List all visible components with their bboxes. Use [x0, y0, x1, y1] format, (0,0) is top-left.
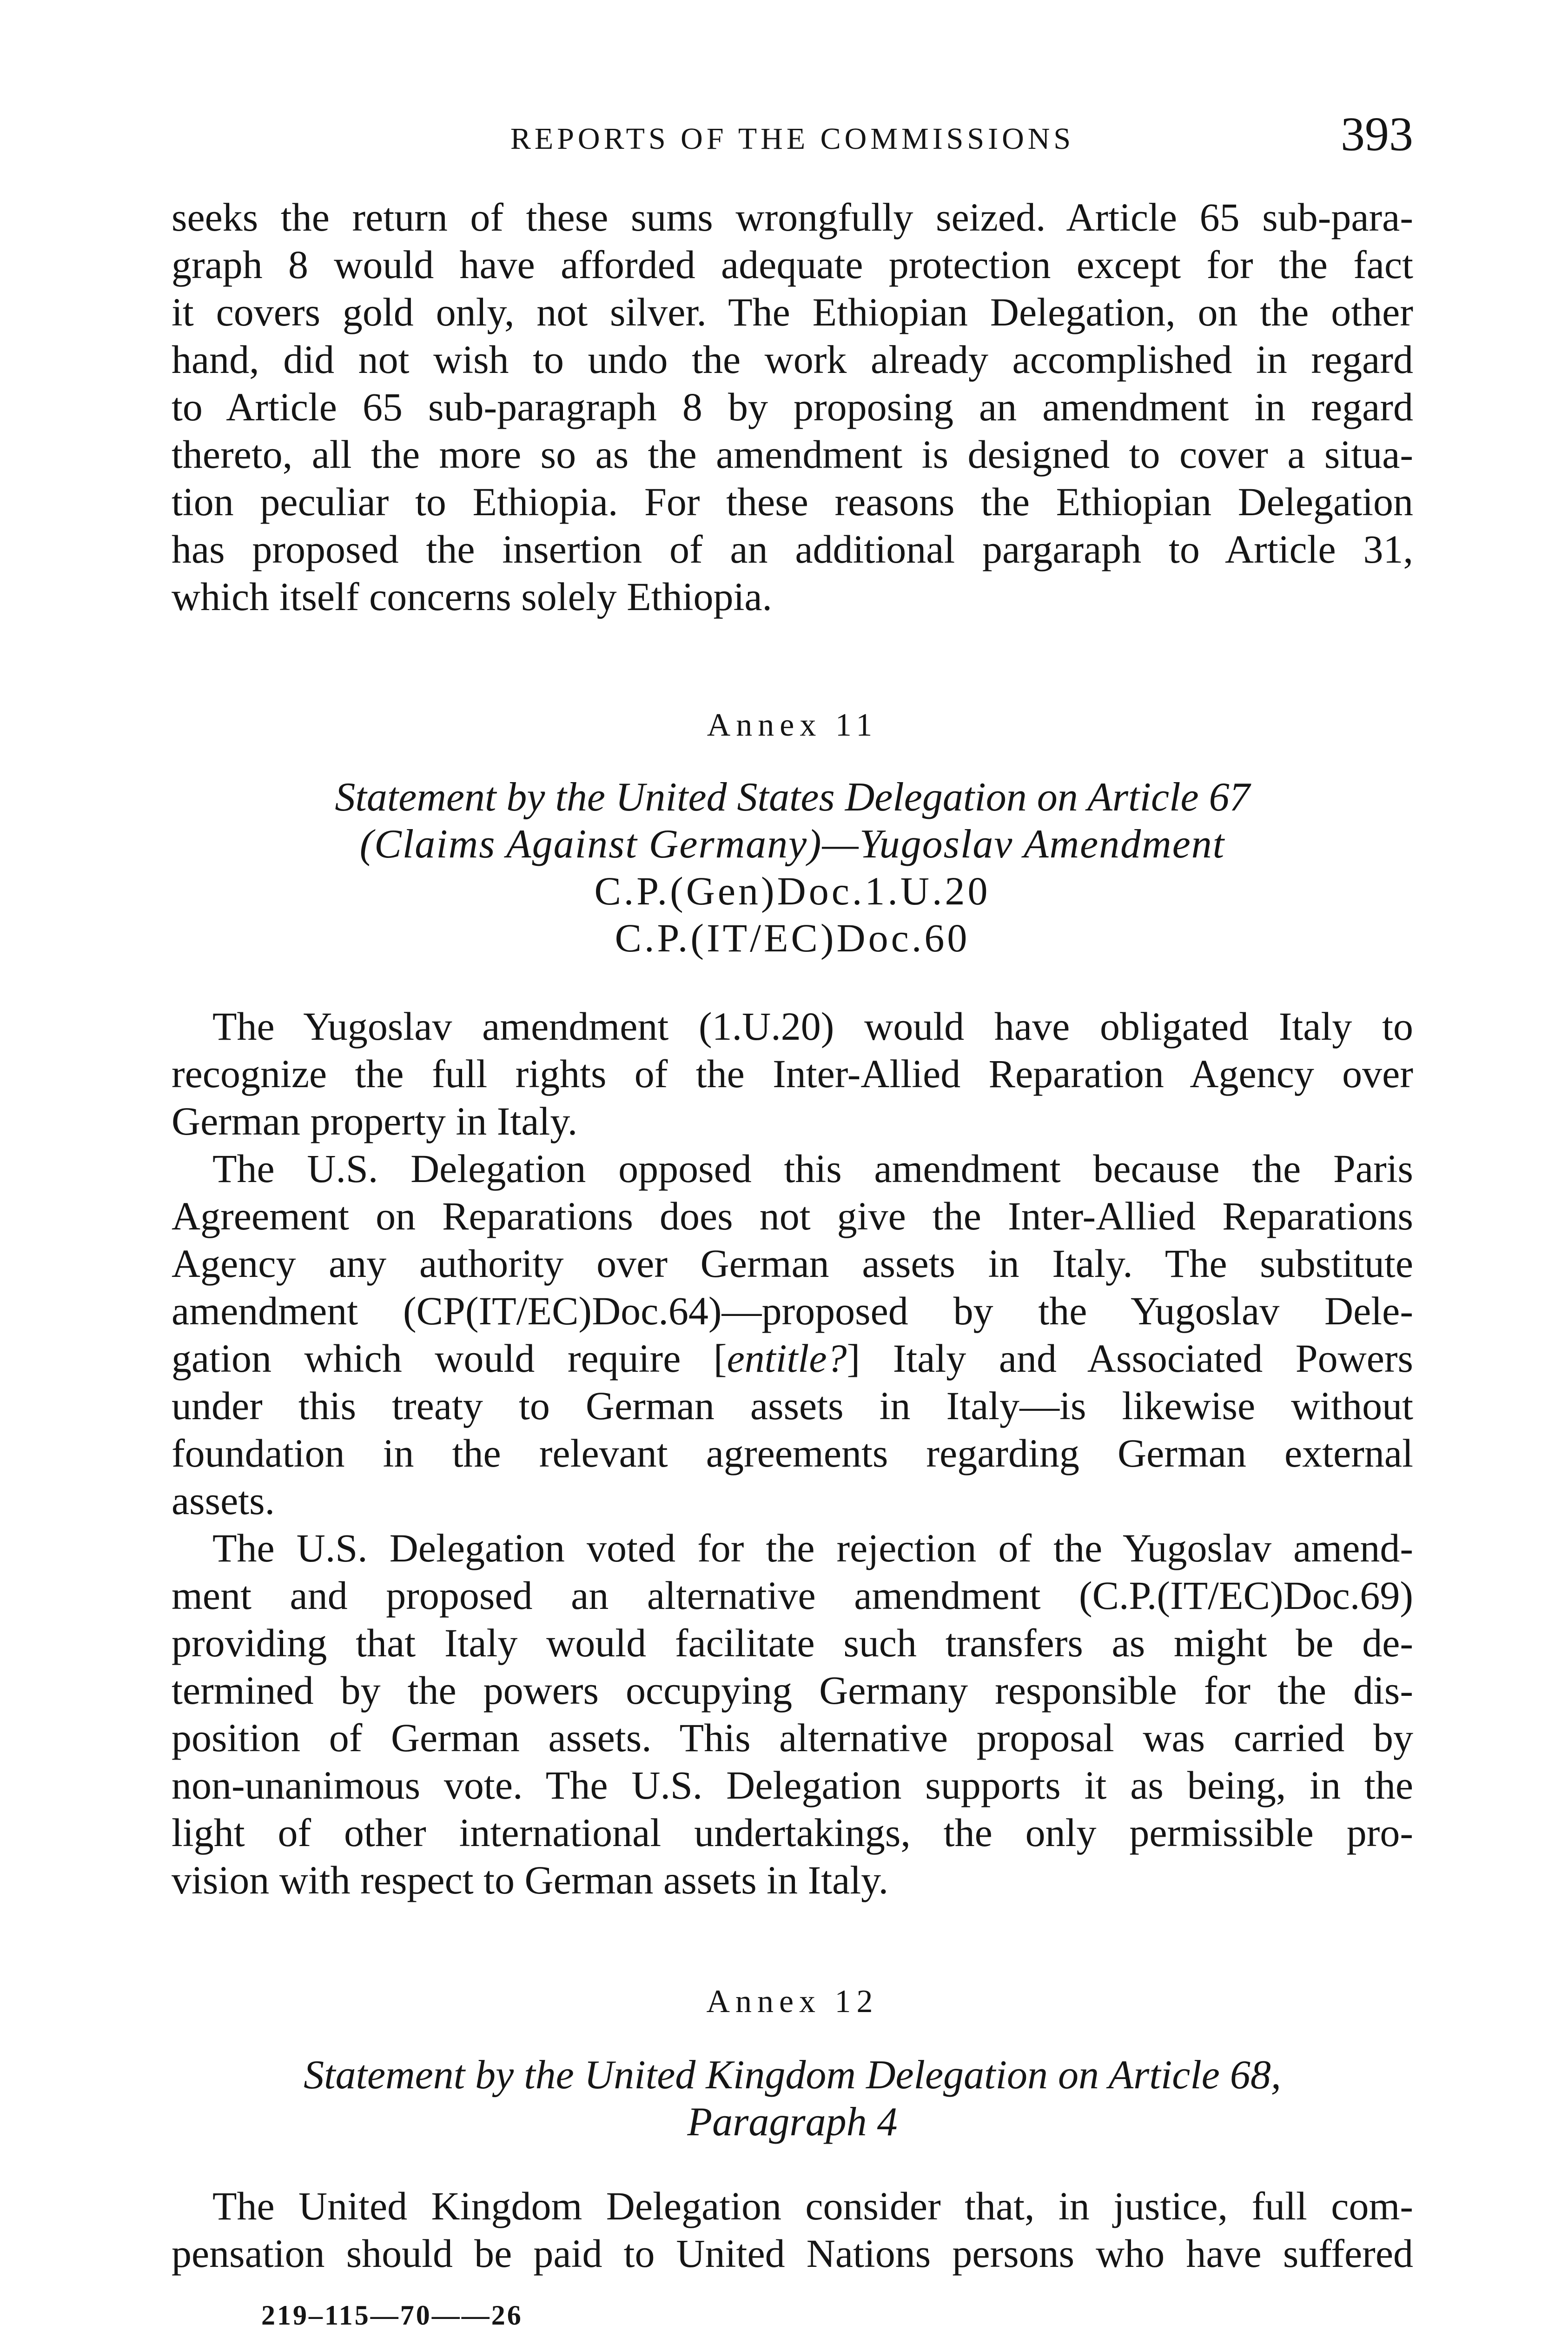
text-line: position of German assets. This alternative proposal was carried by — [172, 1715, 1413, 1760]
text-line: to Article 65 sub-paragraph 8 by proposing an amendment in regard — [172, 385, 1413, 429]
annex-12-heading — [172, 2052, 1413, 2146]
text-line: it covers gold only, not silver. The Ethiopian Delegation, on the other — [172, 290, 1413, 334]
text-line: light of other international undertakings, the only permissible pro- — [172, 1810, 1413, 1855]
text-line: non-unanimous vote. The U.S. Delegation supports it as being, in the — [172, 1763, 1413, 1807]
text-line: has proposed the insertion of an additional pargaraph to Article 31, — [172, 527, 1413, 571]
text-line: German property in Italy. — [172, 1099, 578, 1143]
text-line: hand, did not wish to undo the work already accomplished in regard — [172, 337, 1413, 382]
annex-12-label: Annex 12 — [706, 1984, 879, 2019]
text-line: assets. — [172, 1478, 275, 1523]
annex-11-title-line: (Claims Against Germany)—Yugoslav Amendment — [359, 822, 1225, 867]
page-number: 393 — [1341, 107, 1413, 161]
text-line: thereto, all the more so as the amendment is designed to cover a situa- — [172, 432, 1413, 477]
text-line: recognize the full rights of the Inter-Allied Reparation Agency over — [172, 1051, 1413, 1096]
text-line: termined by the powers occupying Germany responsible for the dis- — [172, 1668, 1413, 1713]
annex-12-title-line: Statement by the United Kingdom Delegation on Article 68, — [304, 2053, 1281, 2098]
text-line: seeks the return of these sums wrongfully seized. Article 65 sub-para- — [172, 195, 1413, 239]
running-title: REPORTS OF THE COMMISSIONS — [510, 122, 1075, 156]
text-line: foundation in the relevant agreements regarding German external — [172, 1431, 1413, 1475]
doc-reference: C.P.(IT/EC)Doc.60 — [615, 916, 970, 960]
italic-editorial-note: entitle? — [727, 1336, 847, 1381]
continuation-paragraph — [172, 193, 1413, 620]
text-line: ment and proposed an alternative amendment (C.P.(IT/EC)Doc.69) — [172, 1573, 1413, 1618]
annex-11-label: Annex 11 — [707, 707, 878, 743]
print-code: 219–115—70——26 — [261, 2300, 523, 2325]
annex-12-body — [172, 2182, 1413, 2277]
text-line: The U.S. Delegation opposed this amendment because the Paris — [212, 1146, 1413, 1191]
text-line: The Yugoslav amendment (1.U.20) would have obligated Italy to — [212, 1004, 1413, 1049]
text-line: which itself concerns solely Ethiopia. — [172, 574, 773, 619]
text-line: pensation should be paid to United Nations persons who have suffered — [172, 2231, 1413, 2276]
text-line: graph 8 would have afforded adequate protection except for the fact — [172, 242, 1413, 287]
text-line: The U.S. Delegation voted for the rejection of the Yugoslav amend- — [212, 1526, 1413, 1570]
text-segment: gation which would require [ — [172, 1336, 727, 1381]
text-line: providing that Italy would facilitate such transfers as might be de- — [172, 1621, 1413, 1665]
text-line: amendment (CP(IT/EC)Doc.64)—proposed by the Yugoslav Dele- — [172, 1289, 1413, 1333]
annex-11-heading — [172, 774, 1413, 962]
text-line: The United Kingdom Delegation consider that, in justice, full com- — [212, 2184, 1413, 2228]
text-line: under this treaty to German assets in Italy—is likewise without — [172, 1383, 1413, 1428]
annex-11-body — [172, 1003, 1413, 1904]
text-line: Agency any authority over German assets in Italy. The substitute — [172, 1241, 1413, 1286]
annex-12-title-line: Paragraph 4 — [687, 2099, 898, 2145]
text-segment: ] Italy and Associated Powers — [847, 1336, 1414, 1381]
annex-11-title-line: Statement by the United States Delegation on Article 67 — [335, 775, 1250, 820]
text-line: Agreement on Reparations does not give the Inter-Allied Reparations — [172, 1194, 1413, 1238]
text-line: vision with respect to German assets in Italy. — [172, 1858, 889, 1902]
text-line: tion peculiar to Ethiopia. For these reasons the Ethiopian Delegation — [172, 479, 1413, 524]
text-line — [172, 1335, 1413, 1382]
doc-reference: C.P.(Gen)Doc.1.U.20 — [594, 869, 991, 913]
page-header — [172, 107, 1413, 163]
